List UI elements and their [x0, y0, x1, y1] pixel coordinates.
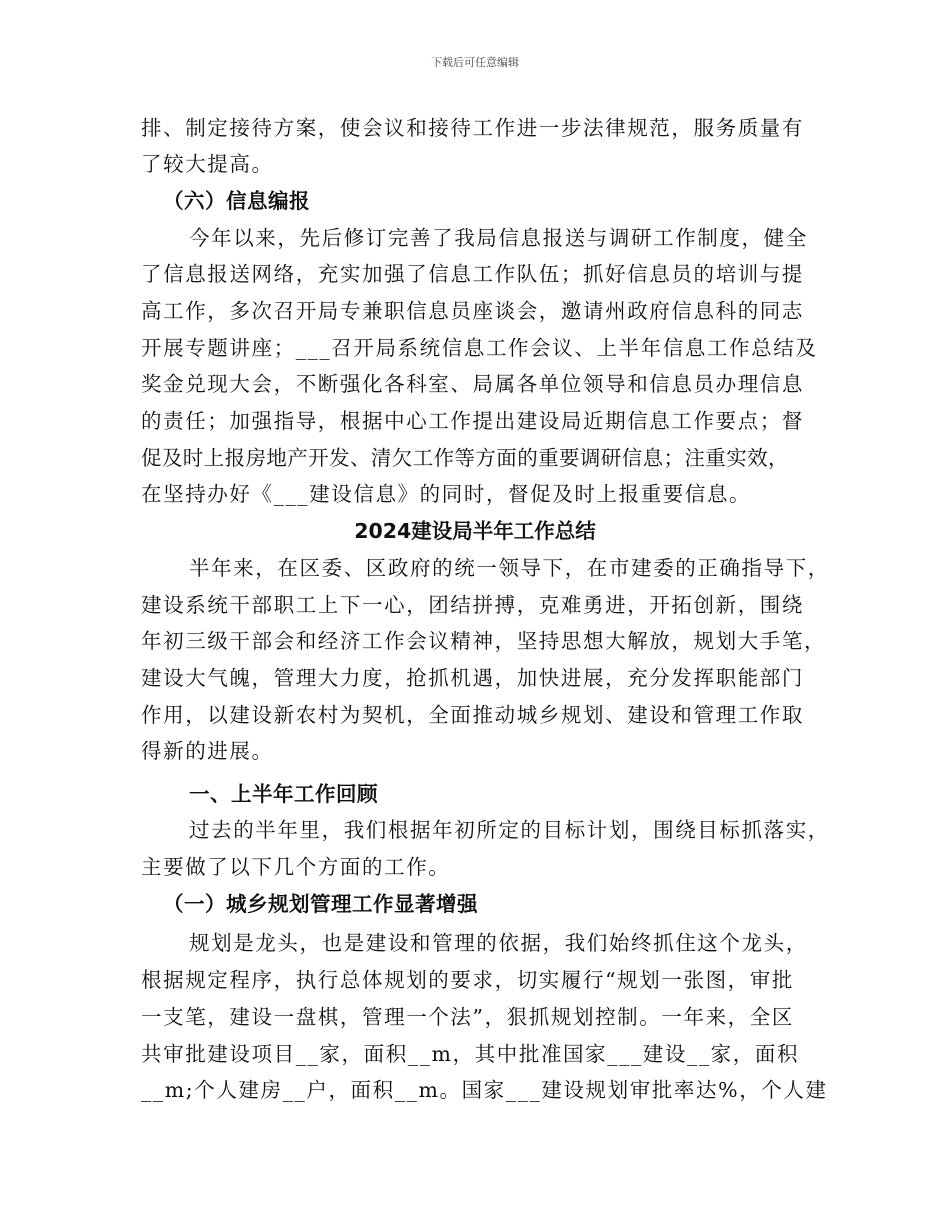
paragraph-line: 排、制定接待方案，使会议和接待工作进一步法律规范，服务质量有	[141, 116, 804, 140]
paragraph-line: 开展专题讲座；___召开局系统信息工作会议、上半年信息工作总结及	[141, 336, 818, 360]
paragraph-line: 高工作，多次召开局专兼职信息员座谈会，邀请州政府信息科的同志	[141, 299, 804, 323]
paragraph-line: 年初三级干部会和经济工作会议精神，坚持思想大解放，规划大手笔，	[141, 629, 827, 653]
paragraph-line: 建设大气魄，管理大力度，抢抓机遇，加快进展，充分发挥职能部门	[141, 666, 804, 690]
section-heading-1: 一、上半年工作回顾	[189, 782, 378, 806]
paragraph-line: 得新的进展。	[141, 739, 274, 763]
paragraph-line: 过去的半年里，我们根据年初所定的目标计划，围绕目标抓落实，	[189, 818, 830, 842]
paragraph-line: 作用，以建设新农村为契机，全面推动城乡规划、建设和管理工作取	[141, 703, 804, 727]
document-title: 2024建设局半年工作总结	[354, 519, 596, 543]
paragraph-line: 了较大提高。	[141, 152, 274, 176]
paragraph-line: 的责任；加强指导，根据中心工作提出建设局近期信息工作要点；督	[141, 409, 804, 433]
paragraph-line: 主要做了以下几个方面的工作。	[141, 855, 451, 879]
paragraph-line: 在坚持办好《___建设信息》的同时，督促及时上报重要信息。	[141, 482, 752, 506]
paragraph-line: __m;个人建房__户，面积__m。国家___建设规划审批率达%，个人建	[141, 1078, 828, 1102]
paragraph-line: 奖金兑现大会，不断强化各科室、局属各单位领导和信息员办理信息	[141, 372, 804, 396]
section-heading-1-1: （一）城乡规划管理工作显著增强	[163, 892, 478, 916]
paragraph-line: 今年以来，先后修订完善了我局信息报送与调研工作制度，健全	[189, 226, 808, 250]
paragraph-line: 根据规定程序，执行总体规划的要求，切实履行“规划一张图，审批	[141, 968, 794, 992]
paragraph-line: 共审批建设项目__家，面积__m，其中批准国家___建设__家，面积	[141, 1042, 800, 1066]
paragraph-line: 半年来，在区委、区政府的统一领导下，在市建委的正确指导下，	[189, 556, 830, 580]
paragraph-line: 一支笔，建设一盘棋，管理一个法”，狠抓规划控制。一年来，全区	[141, 1005, 794, 1029]
paragraph-line: 了信息报送网络，充实加强了信息工作队伍；抓好信息员的培训与提	[141, 262, 804, 286]
paragraph-line: 建设系统干部职工上下一心，团结拼搏，克难勇进，开拓创新，围绕	[141, 593, 804, 617]
paragraph-line: 促及时上报房地产开发、清欠工作等方面的重要调研信息；注重实效，	[141, 446, 789, 470]
page-header: 下载后可任意编辑	[431, 56, 519, 69]
paragraph-line: 规划是龙头，也是建设和管理的依据，我们始终抓住这个龙头，	[189, 931, 808, 955]
section-heading-6: （六）信息编报	[163, 189, 310, 213]
